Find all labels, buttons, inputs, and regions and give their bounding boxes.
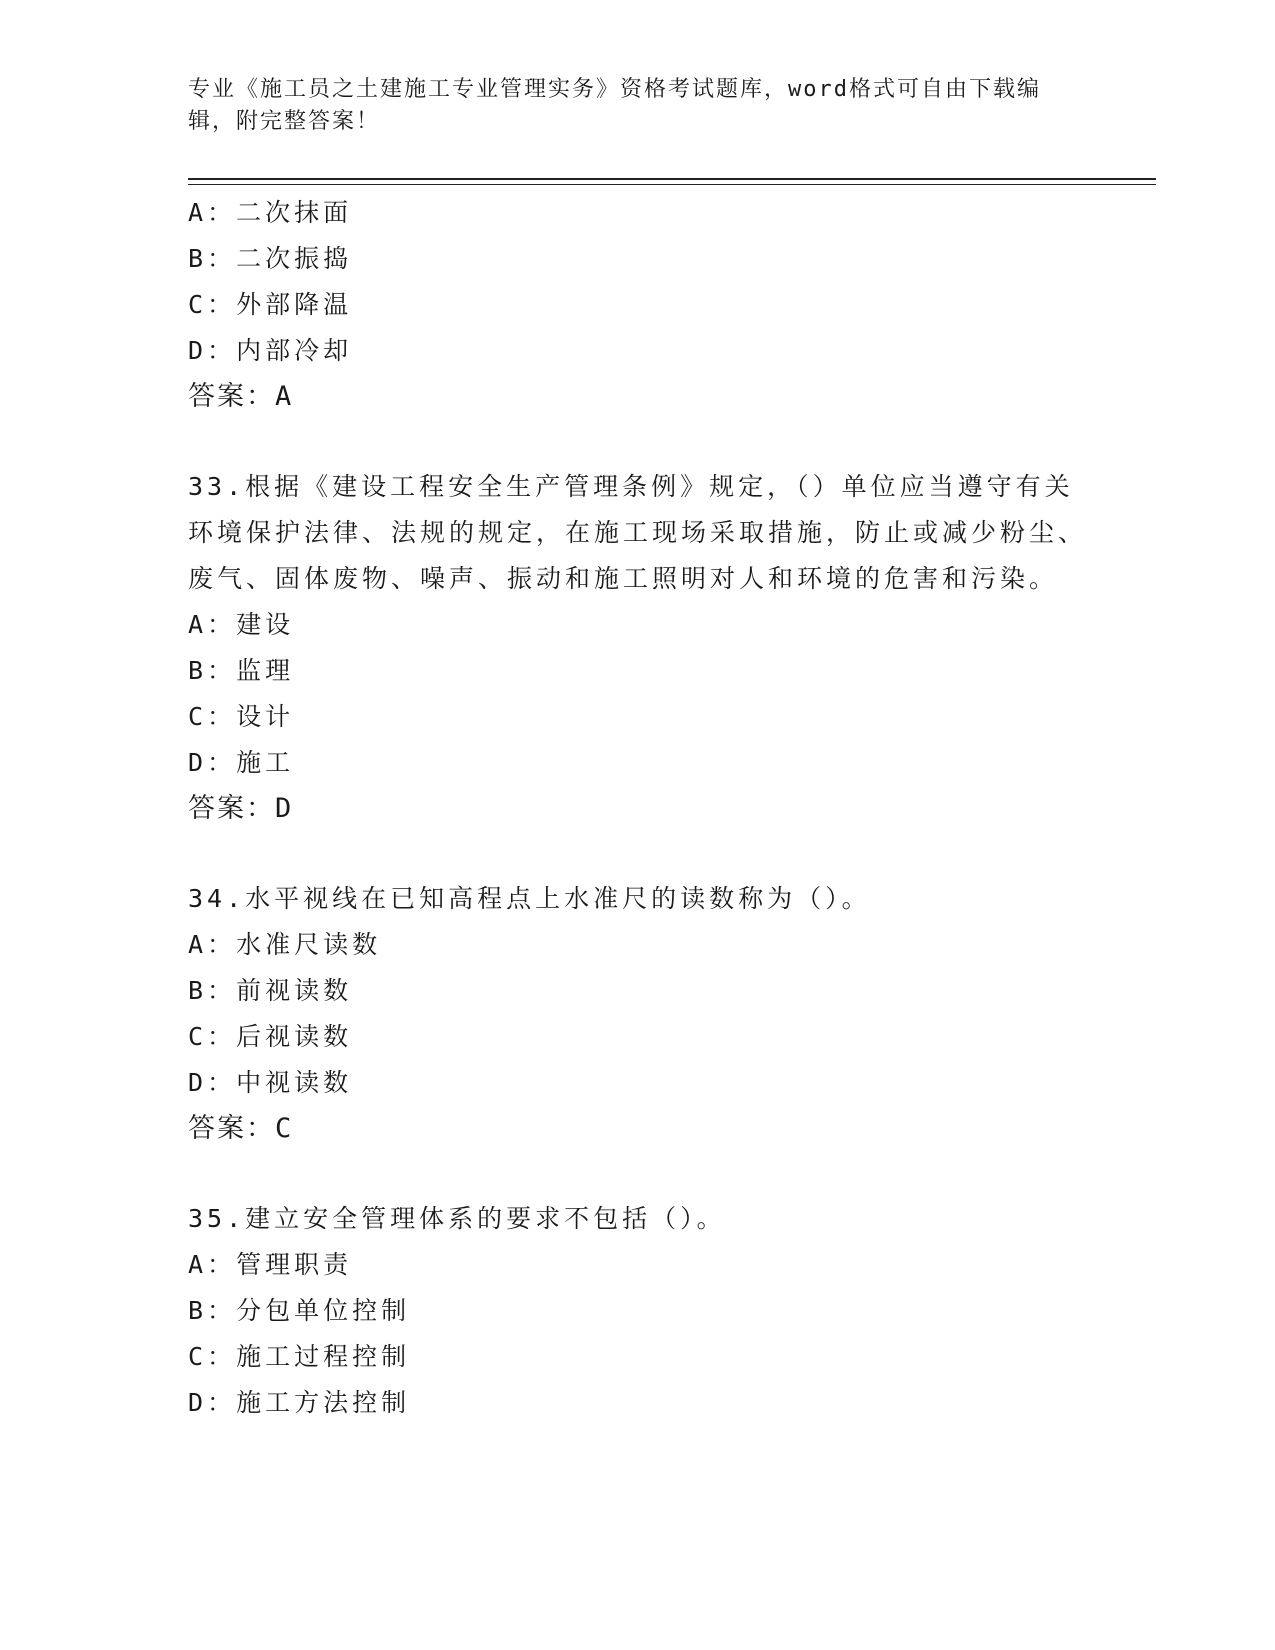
- option-label: B：: [188, 244, 237, 273]
- option-label: A：: [188, 610, 237, 639]
- option-d: [188, 1380, 1088, 1426]
- option-label: D：: [188, 1388, 237, 1417]
- option-label: D：: [188, 1068, 237, 1097]
- option-text: 施工: [236, 748, 295, 777]
- question-block-continued: [188, 190, 1088, 420]
- option-text: 建设: [236, 610, 295, 639]
- option-label: A：: [188, 930, 237, 959]
- option-b: [188, 648, 1088, 694]
- option-text: 水准尺读数: [236, 930, 382, 959]
- option-label: A：: [188, 198, 237, 227]
- option-label: D：: [188, 336, 237, 365]
- question-list: [188, 190, 1088, 1426]
- option-text: 管理职责: [236, 1250, 353, 1279]
- option-b: [188, 1288, 1088, 1334]
- option-label: C：: [188, 1022, 237, 1051]
- option-label: A：: [188, 1250, 237, 1279]
- option-c: [188, 1334, 1088, 1380]
- option-c: [188, 694, 1088, 740]
- answer-line: 答案：D: [188, 793, 294, 824]
- option-label: C：: [188, 290, 237, 319]
- question-body: 建立安全管理体系的要求不包括（）。: [245, 1204, 726, 1233]
- option-label: C：: [188, 702, 237, 731]
- question-number: 33.: [188, 472, 246, 501]
- option-text: 后视读数: [236, 1022, 353, 1051]
- header-rule-thick: [188, 178, 1156, 180]
- page-header-text: 专业《施工员之土建施工专业管理实务》资格考试题库，word格式可自由下载编辑，附完整答案！: [188, 77, 1041, 134]
- option-c: [188, 282, 1088, 328]
- answer-line: 答案：A: [188, 381, 294, 412]
- option-a: [188, 1242, 1088, 1288]
- option-a: [188, 602, 1088, 648]
- question-block-35: [188, 1196, 1088, 1426]
- option-label: B：: [188, 1296, 237, 1325]
- option-a: [188, 922, 1088, 968]
- option-text: 内部冷却: [236, 336, 353, 365]
- question-body: 水平视线在已知高程点上水准尺的读数称为（）。: [245, 884, 871, 913]
- option-a: [188, 190, 1088, 236]
- option-text: 外部降温: [236, 290, 353, 319]
- option-b: [188, 236, 1088, 282]
- option-c: [188, 1014, 1088, 1060]
- option-text: 二次振捣: [236, 244, 353, 273]
- question-number: 34.: [188, 884, 246, 913]
- option-text: 施工过程控制: [236, 1342, 411, 1371]
- header-rule-thin: [188, 184, 1156, 185]
- answer-line: 答案：C: [188, 1113, 294, 1144]
- question-number: 35.: [188, 1204, 246, 1233]
- option-label: B：: [188, 976, 237, 1005]
- question-text: [188, 876, 1088, 922]
- question-block-34: [188, 876, 1088, 1152]
- option-label: D：: [188, 748, 237, 777]
- question-body: 根据《建设工程安全生产管理条例》规定，（）单位应当遵守有关环境保护法律、法规的规定，在施工现场采取措施，防止或减少粉尘、废气、固体废物、噪声、振动和施工照明对人和环境的危害和污染。: [188, 472, 1088, 593]
- option-b: [188, 968, 1088, 1014]
- option-label: B：: [188, 656, 237, 685]
- option-text: 二次抹面: [236, 198, 353, 227]
- option-label: C：: [188, 1342, 237, 1371]
- option-d: [188, 1060, 1088, 1106]
- option-text: 中视读数: [236, 1068, 353, 1097]
- option-text: 分包单位控制: [236, 1296, 411, 1325]
- question-text: [188, 464, 1088, 602]
- option-d: [188, 328, 1088, 374]
- option-d: [188, 740, 1088, 786]
- option-text: 前视读数: [236, 976, 353, 1005]
- question-text: [188, 1196, 1088, 1242]
- question-block-33: [188, 464, 1088, 832]
- option-text: 监理: [236, 656, 295, 685]
- option-text: 施工方法控制: [236, 1388, 411, 1417]
- option-text: 设计: [236, 702, 295, 731]
